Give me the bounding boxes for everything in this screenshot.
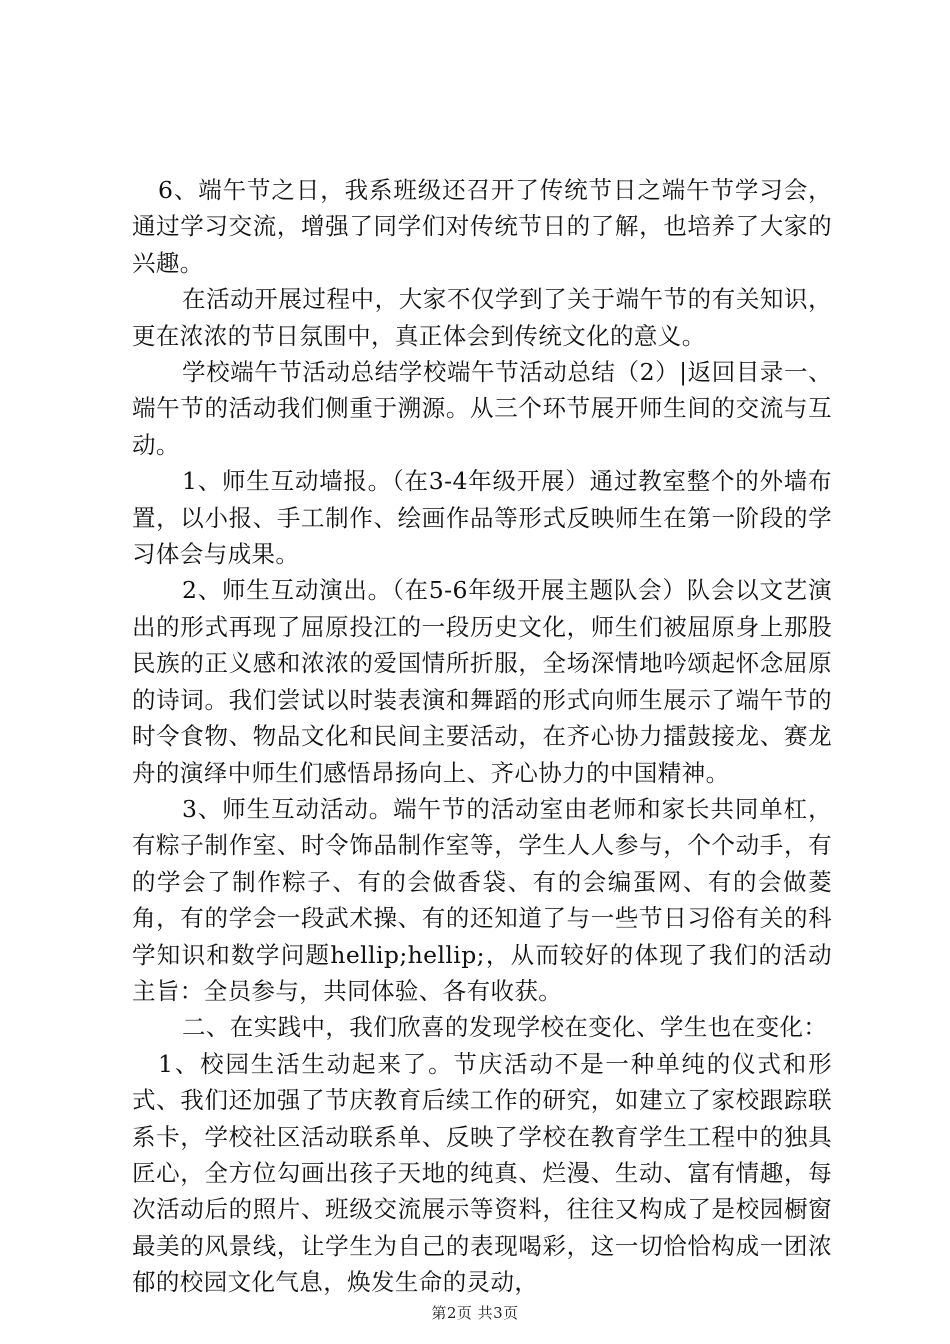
paragraph-section-two-intro: 二、在实践中，我们欣喜的发现学校在变化、学生也在变化： xyxy=(182,1013,828,1042)
document-body xyxy=(132,172,832,1301)
paragraph-performance: 2、师生互动演出。（在5-6年级开展主题队会）队会以文艺演出的形式再现了屈原投江的一段历史文化，师生们被屈原身上那股民族的正义感和浓浓的爱国情所折服，全场深情地吟颂起怀念屈原的诗词。我们尝试以时装表演和舞蹈的形式向师生展示了端午节的时令食物、物品文化和民间主要活动，在齐心协力擂鼓接龙、赛龙舟的演绎中师生们感悟昂扬向上、齐心协力的中国精神。 xyxy=(132,576,832,787)
paragraph-wall-newspaper: 1、师生互动墙报。（在3-4年级开展）通过教室整个的外墙布置，以小报、手工制作、绘画作品等形式反映师生在第一阶段的学习体会与成果。 xyxy=(132,467,832,569)
paragraph-activity-summary: 在活动开展过程中，大家不仅学到了关于端午节的有关知识，更在浓浓的节日氛围中，真正体会到传统文化的意义。 xyxy=(132,285,832,350)
page-footer: 第2页 共3页 xyxy=(431,1304,519,1322)
paragraph-campus-life: 1、校园生活生动起来了。节庆活动不是一种单纯的仪式和形式、我们还加强了节庆教育后续工作的研究，如建立了家校跟踪联系卡，学校社区活动联系单、反映了学校在教育学生工程中的独具匠心，全方位勾画出孩子天地的纯真、烂漫、生动、富有情趣，每次活动后的照片、班级交流展示等资料，往往又构成了是校园橱窗最美的风景线，让学生为自己的表现喝彩，这一切恰恰构成一团浓郁的校园文化气息，焕发生命的灵动， xyxy=(132,1049,832,1297)
paragraph-section-one-intro: 学校端午节活动总结学校端午节活动总结（2）|返回目录一、端午节的活动我们侧重于溯源。从三个环节展开师生间的交流与互动。 xyxy=(132,358,832,459)
paragraph-item-6: 6、端午节之日，我系班级还召开了传统节日之端午节学习会，通过学习交流，增强了同学们对传统节日的了解，也培养了大家的兴趣。 xyxy=(132,176,832,277)
paragraph-activities: 3、师生互动活动。端午节的活动室由老师和家长共同单杠，有粽子制作室、时令饰品制作室等，学生人人参与，个个动手，有的学会了制作粽子、有的会做香袋、有的会编蛋网、有的会做菱角，有的学会一段武术操、有的还知道了与一些节日习俗有关的科学知识和数学问题hellip;hellip;，从而较好的体现了我们的活动主旨：全员参与，共同体验、各有收获。 xyxy=(132,794,832,1005)
